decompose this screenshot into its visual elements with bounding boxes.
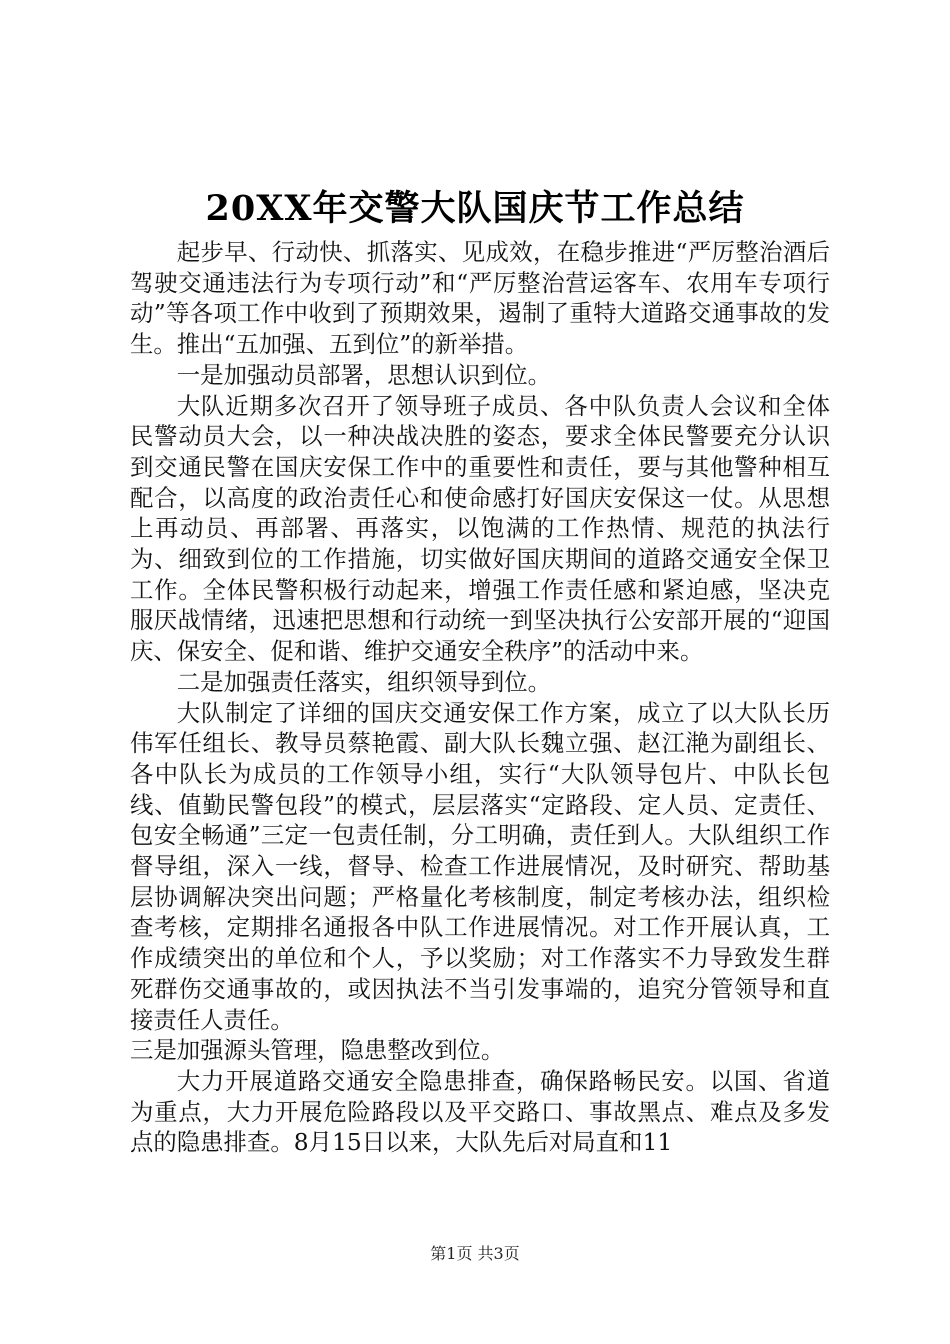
document-title: 20XX年交警大队国庆节工作总结	[205, 188, 745, 229]
paragraph-body-1: 大队近期多次召开了领导班子成员、各中队负责人会议和全体民警动员大会，以一种决战决胜的姿态，要求全体民警要充分认识到交通民警在国庆安保工作中的重要性和责任，要与其他警种相互配合，以高度的政治责任心和使命感打好国庆安保这一仗。从思想上再动员、再部署、再落实，以饱满的工作热情、规范的执法行为、细致到位的工作措施，切实做好国庆期间的道路交通安全保卫工作。全体民警积极行动起来，增强工作责任感和紧迫感，坚决克服厌战情绪，迅速把思想和行动统一到坚决执行公安部开展的“迎国庆、保安全、促和谐、维护交通安全秩序”的活动中来。	[130, 391, 830, 666]
page-number-footer: 第1页 共3页	[430, 1244, 520, 1263]
paragraph-body-2: 大队制定了详细的国庆交通安保工作方案，成立了以大队长历伟军任组长、教导员蔡艳霞、副大队长魏立强、赵江滟为副组长、各中队长为成员的工作领导小组，实行“大队领导包片、中队长包线、值勤民警包段”的模式，层层落实“定路段、定人员、定责任、包安全畅通”三定一包责任制，分工明确，责任到人。大队组织工作督导组，深入一线，督导、检查工作进展情况，及时研究、帮助基层协调解决突出问题；严格量化考核制度，制定考核办法，组织检查考核，定期排名通报各中队工作进展情况。对工作开展认真，工作成绩突出的单位和个人，予以奖励；对工作落实不力导致发生群死群伤交通事故的，或因执法不当引发事端的，追究分管领导和直接责任人责任。	[130, 698, 830, 1034]
paragraph-heading-2: 二是加强责任落实，组织领导到位。	[176, 667, 552, 696]
document-body	[130, 237, 830, 1158]
paragraph-intro: 起步早、行动快、抓落实、见成效，在稳步推进“严厉整治酒后驾驶交通违法行为专项行动”和“严厉整治营运客车、农用车专项行动”等各项工作中收到了预期效果，遏制了重特大道路交通事故的发生。推出“五加强、五到位”的新举措。	[130, 238, 830, 359]
paragraph-body-3: 大力开展道路交通安全隐患排查，确保路畅民安。以国、省道为重点，大力开展危险路段以及平交路口、事故黑点、难点及多发点的隐患排查。8月15日以来，大队先后对局直和11	[130, 1066, 830, 1157]
paragraph-heading-3: 三是加强源头管理，隐患整改到位。	[130, 1036, 505, 1065]
paragraph-heading-1: 一是加强动员部署，思想认识到位。	[176, 360, 552, 389]
